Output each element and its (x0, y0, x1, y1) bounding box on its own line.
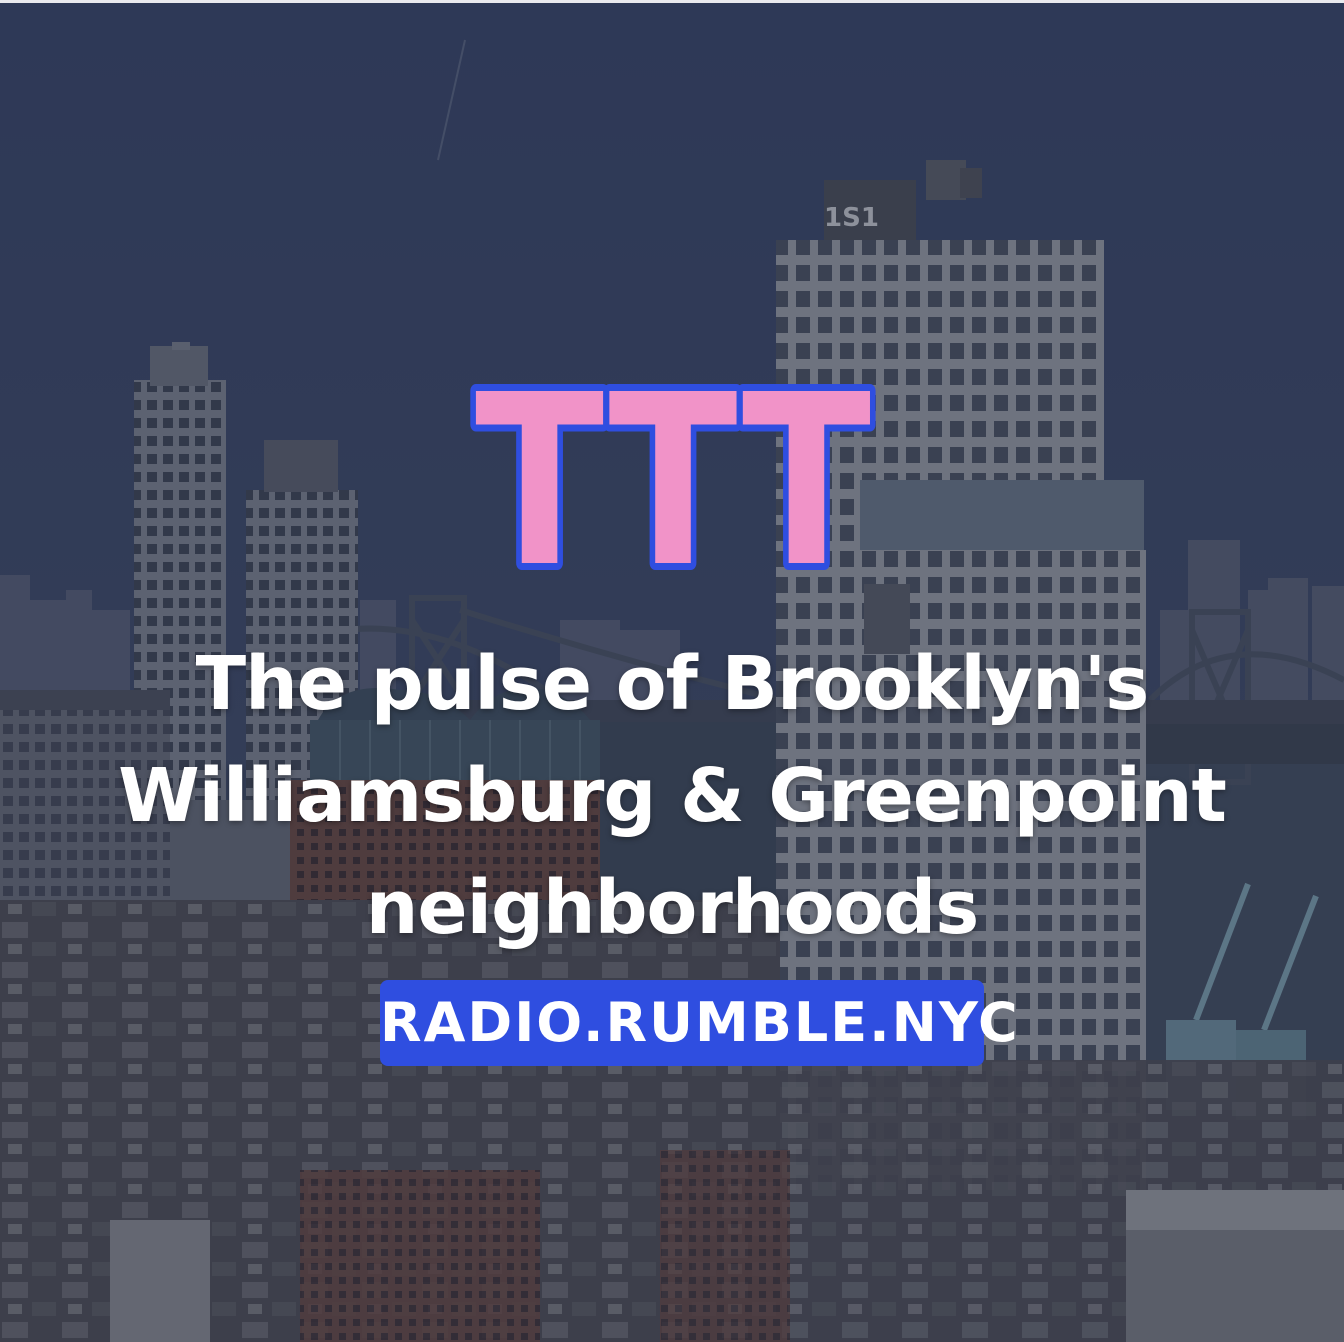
tagline-line-3: neighborhoods (365, 865, 979, 951)
tagline-line-2: Williamsburg & Greenpoint (118, 753, 1226, 839)
ttt-logo (455, 344, 891, 619)
tagline (100, 628, 1244, 964)
url-label: RADIO.RUMBLE.NYC (380, 991, 1020, 1054)
ttt-logo-text: TTT (475, 344, 871, 619)
svg-text:1S1: 1S1 (824, 203, 879, 233)
tagline-line-1: The pulse of Brooklyn's (195, 641, 1149, 727)
url-link[interactable] (380, 980, 1020, 1066)
